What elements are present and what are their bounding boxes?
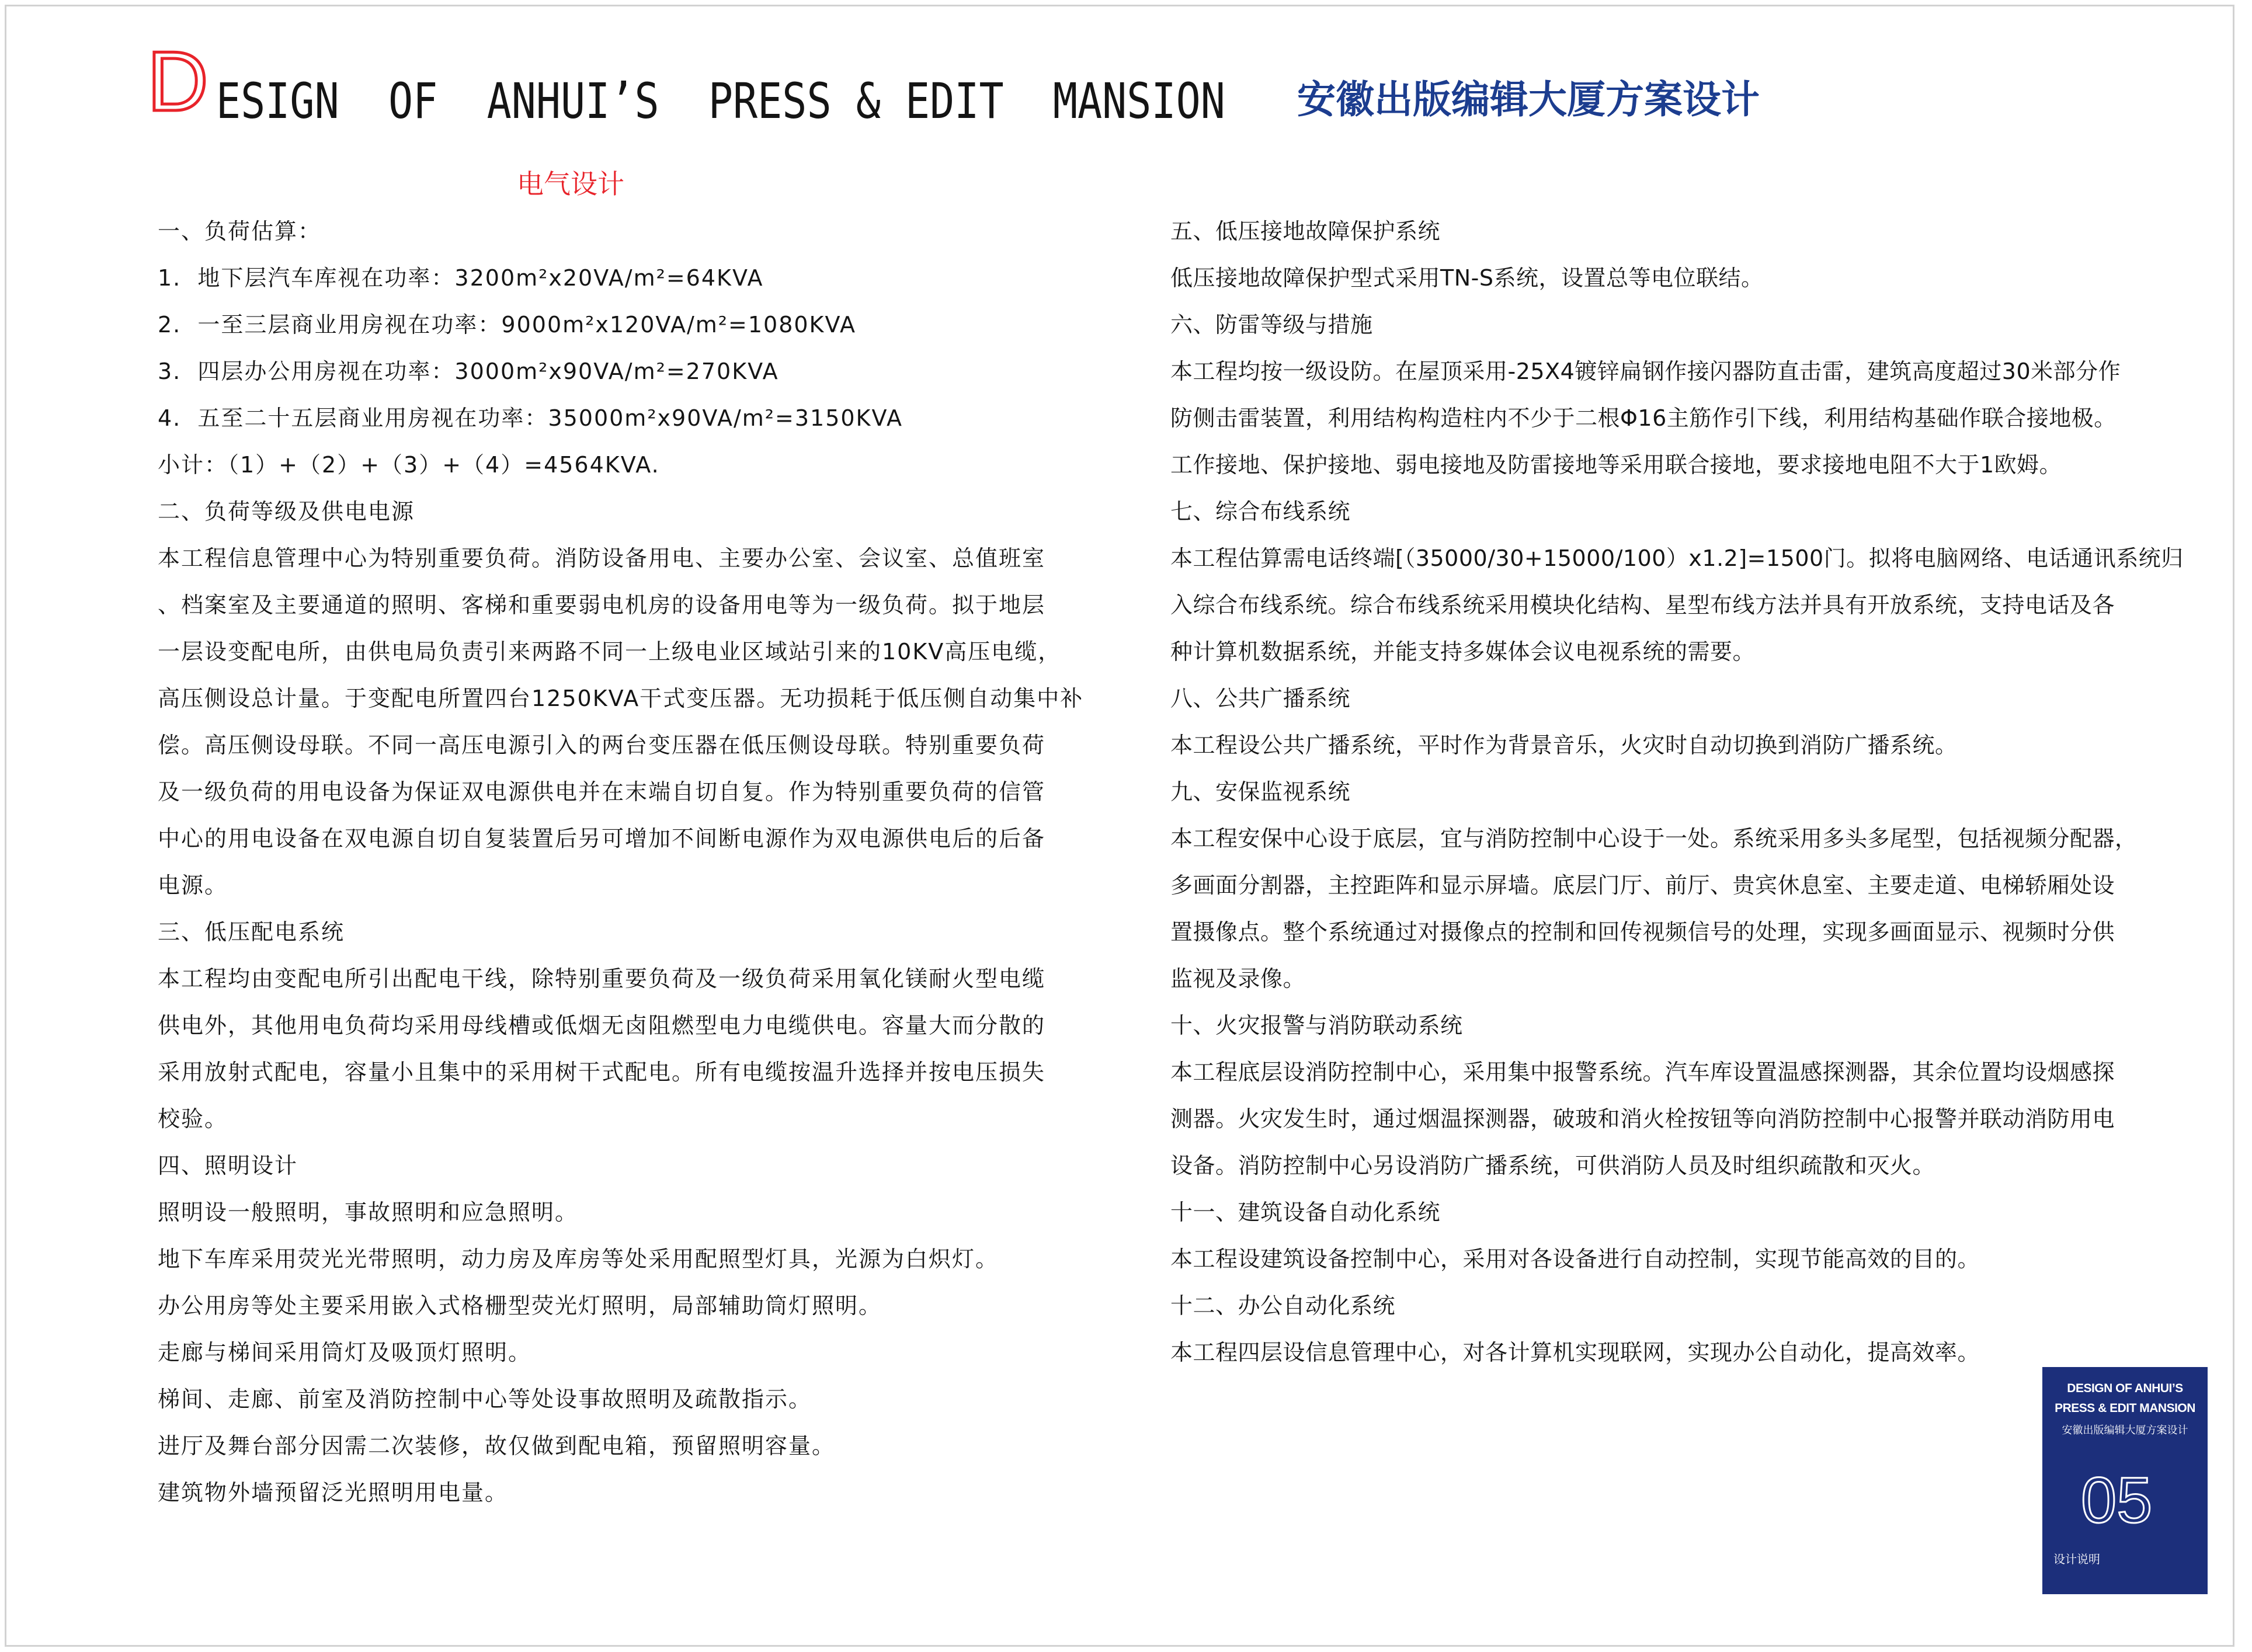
section-title: 电气设计: [517, 168, 624, 200]
section-heading: 五、低压接地故障保护系统: [1170, 218, 1441, 244]
body-line: 种计算机数据系统，并能支持多媒体会议电视系统的需要。: [1170, 639, 1756, 665]
title-english: ESIGN OF ANHUI’S PRESS & EDIT MANSION: [216, 72, 1225, 130]
body-line: 入综合布线系统。综合布线系统采用模块化结构、星型布线方法并具有开放系统，支持电话及各: [1170, 592, 2115, 618]
left-column: [158, 208, 1115, 1516]
body-line: 、档案室及主要通道的照明、客梯和重要弱电机房的设备用电等为一级负荷。拟于地层: [158, 592, 1046, 618]
content-section: [1170, 768, 2222, 1002]
body-line: 中心的用电设备在双电源自切自复装置后另可增加不间断电源作为双电源供电后的后备: [158, 826, 1046, 851]
badge-caption: 设计说明: [2053, 1552, 2100, 1566]
body-line: 进厅及舞台部分因需二次装修，故仅做到配电箱，预留照明容量。: [158, 1433, 836, 1459]
body-line: 3. 四层办公用房视在功率：3000m²x90VA/m²=270KVA: [158, 359, 779, 384]
body-line: 本工程估算需电话终端[（35000/30+15000/100）x1.2]=1500门。拟将电脑网络、电话通讯系统归: [1170, 545, 2184, 571]
page-badge: [2042, 1367, 2208, 1594]
body-line: 设备。消防控制中心另设消防广播系统，可供消防人员及时组织疏散和灭火。: [1170, 1153, 1935, 1178]
body-line: 及一级负荷的用电设备为保证双电源供电并在末端自切自复。作为特别重要负荷的信管: [158, 779, 1046, 805]
section-heading: 八、公共广播系统: [1170, 686, 1351, 711]
body-line: 照明设一般照明，事故照明和应急照明。: [158, 1199, 579, 1225]
badge-title-chinese: 安徽出版编辑大厦方案设计: [2062, 1424, 2188, 1436]
body-line: 4. 五至二十五层商业用房视在功率：35000m²x90VA/m²=3150KVA: [158, 405, 903, 431]
content-section: [1170, 208, 2222, 301]
body-line: 本工程信息管理中心为特别重要负荷。消防设备用电、主要办公室、会议室、总值班室: [158, 545, 1046, 571]
section-heading: 十一、建筑设备自动化系统: [1170, 1199, 1441, 1225]
body-line: 采用放射式配电，容量小且集中的采用树干式配电。所有电缆按温升选择并按电压损失: [158, 1059, 1046, 1085]
badge-title-line-2: PRESS & EDIT MANSION: [2055, 1401, 2195, 1415]
section-heading: 十、火灾报警与消防联动系统: [1170, 1013, 1463, 1038]
section-heading: 一、负荷估算：: [158, 218, 322, 244]
body-line: 地下车库采用荧光光带照明，动力房及库房等处采用配照型灯具，光源为白炽灯。: [158, 1246, 999, 1272]
body-line: 本工程底层设消防控制中心，采用集中报警系统。汽车库设置温感探测器，其余位置均设烟感探: [1170, 1059, 2115, 1085]
page-number: 05: [2081, 1465, 2153, 1536]
body-line: 本工程均按一级设防。在屋顶采用-25X4镀锌扁钢作接闪器防直击雷，建筑高度超过30米部分作: [1170, 359, 2121, 384]
body-line: 供电外，其他用电负荷均采用母线槽或低烟无卤阻燃型电力电缆供电。容量大而分散的: [158, 1013, 1046, 1038]
body-line: 本工程安保中心设于底层，宜与消防控制中心设于一处。系统采用多头多尾型，包括视频分配器，: [1170, 826, 2138, 851]
body-line: 置摄像点。整个系统通过对摄像点的控制和回传视频信号的处理，实现多画面显示、视频时分供: [1170, 919, 2115, 945]
section-heading: 六、防雷等级与措施: [1170, 312, 1373, 338]
title-chinese: 安徽出版编辑大厦方案设计: [1297, 77, 1760, 122]
body-line: 走廊与梯间采用筒灯及吸顶灯照明。: [158, 1340, 532, 1365]
body-line: 本工程四层设信息管理中心，对各计算机实现联网，实现办公自动化，提高效率。: [1170, 1340, 1980, 1365]
title-initial-letter: D: [147, 34, 208, 128]
section-heading: 三、低压配电系统: [158, 919, 345, 945]
content-section: [1170, 1002, 2222, 1189]
body-line: 高压侧设总计量。于变配电所置四台1250KVA干式变压器。无功损耗于低压侧自动集中补: [158, 686, 1084, 711]
body-line: 工作接地、保护接地、弱电接地及防雷接地等采用联合接地，要求接地电阻不大于1欧姆。: [1170, 452, 2062, 478]
body-line: 1. 地下层汽车库视在功率：3200m²x20VA/m²=64KVA: [158, 265, 764, 291]
body-line: 校验。: [158, 1106, 228, 1132]
body-line: 监视及录像。: [1170, 966, 1306, 992]
body-line: 低压接地故障保护型式采用TN-S系统，设置总等电位联结。: [1170, 265, 1764, 291]
body-line: 梯间、走廊、前室及消防控制中心等处设事故照明及疏散指示。: [158, 1386, 812, 1412]
body-line: 多画面分割器，主控距阵和显示屏墙。底层门厅、前厅、贵宾休息室、主要走道、电梯轿厢处设: [1170, 872, 2115, 898]
body-line: 办公用房等处主要采用嵌入式格栅型荧光灯照明，局部辅助筒灯照明。: [158, 1293, 882, 1319]
content-section: [158, 909, 1115, 1142]
section-heading: 二、负荷等级及供电电源: [158, 499, 415, 524]
body-line: 本工程均由变配电所引出配电干线，除特别重要负荷及一级负荷采用氧化镁耐火型电缆: [158, 966, 1046, 992]
body-line: 防侧击雷装置，利用结构构造柱内不少于二根Φ16主筋作引下线，利用结构基础作联合接地极。: [1170, 405, 2117, 431]
right-column: [1170, 208, 2222, 1376]
content-section: [1170, 1282, 2222, 1376]
section-heading: 十二、办公自动化系统: [1170, 1293, 1396, 1319]
badge-title-line-1: DESIGN OF ANHUI’S: [2067, 1382, 2183, 1395]
body-line: 偿。高压侧设母联。不同一高压电源引入的两台变压器在低压侧设母联。特别重要负荷: [158, 732, 1046, 758]
content-section: [158, 488, 1115, 909]
body-line: 本工程设建筑设备控制中心，采用对各设备进行自动控制，实现节能高效的目的。: [1170, 1246, 1980, 1272]
content-section: [1170, 301, 2222, 488]
section-heading: 四、照明设计: [158, 1153, 298, 1178]
section-heading: 七、综合布线系统: [1170, 499, 1351, 524]
body-line: 小计：（1）+（2）+（3）+（4）=4564KVA.: [158, 452, 660, 478]
content-section: [1170, 488, 2222, 675]
body-line: 建筑物外墙预留泛光照明用电量。: [158, 1480, 509, 1505]
body-line: 2. 一至三层商业用房视在功率：9000m²x120VA/m²=1080KVA: [158, 312, 857, 338]
body-line: 本工程设公共广播系统，平时作为背景音乐，火灾时自动切换到消防广播系统。: [1170, 732, 1958, 758]
content-section: [1170, 1189, 2222, 1282]
content-section: [1170, 675, 2222, 768]
body-line: 电源。: [158, 872, 228, 898]
section-heading: 九、安保监视系统: [1170, 779, 1351, 805]
body-line: 一层设变配电所，由供电局负责引来两路不同一上级电业区域站引来的10KV高压电缆，: [158, 639, 1062, 665]
body-line: 测器。火灾发生时，通过烟温探测器，破玻和消火栓按钮等向消防控制中心报警并联动消防用电: [1170, 1106, 2115, 1132]
content-section: [158, 1142, 1115, 1516]
content-section: [158, 208, 1115, 488]
